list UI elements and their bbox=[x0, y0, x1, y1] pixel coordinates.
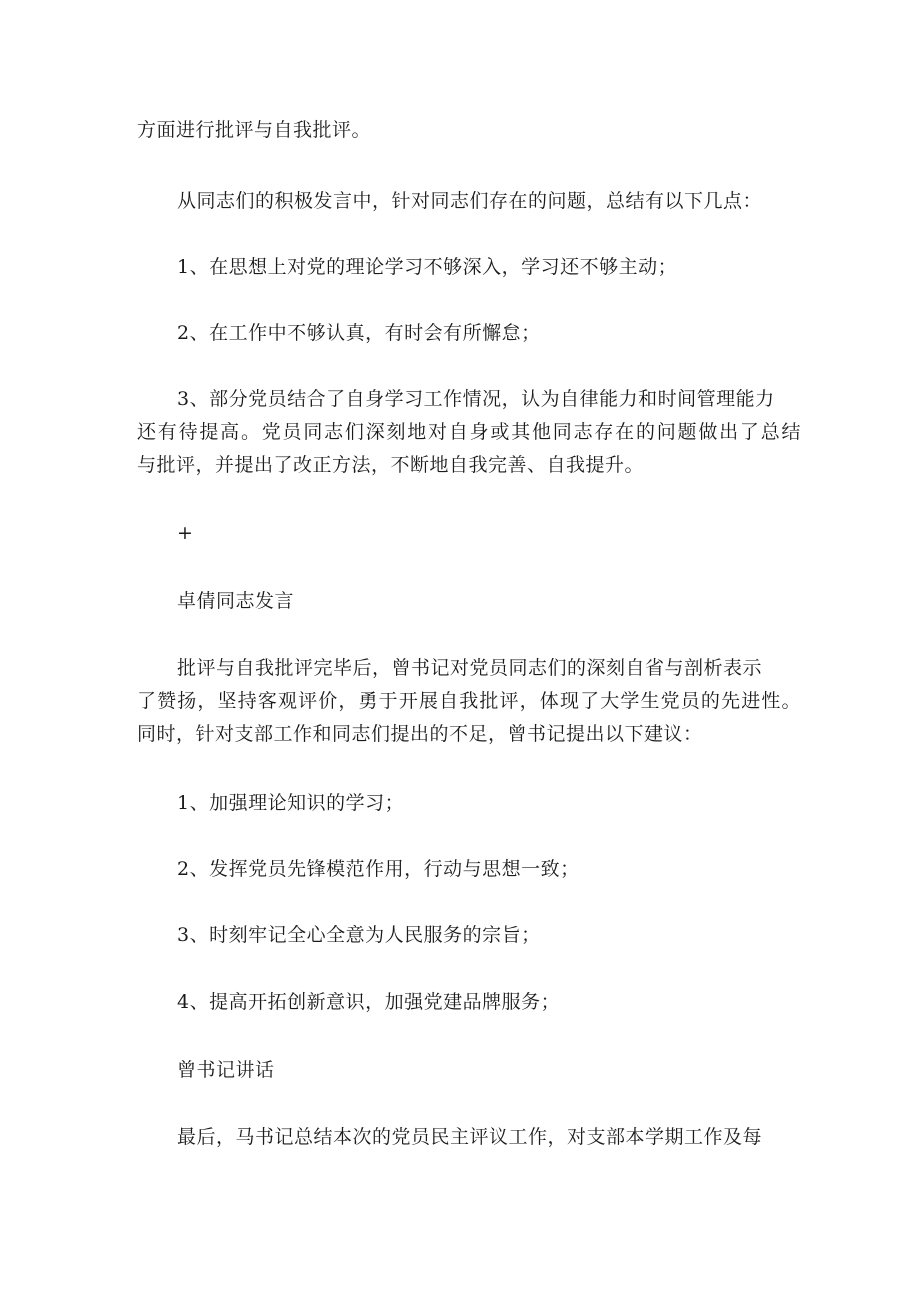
suggestion-item-3: 3、时刻牢记全心全意为人民服务的宗旨； bbox=[177, 924, 541, 946]
image-caption-secretary-speech: 曾书记讲话 bbox=[177, 1059, 275, 1081]
summary-item-3-line-2: 还有待提高。党员同志们深刻地对自身或其他同志存在的问题做出了总结 bbox=[137, 421, 801, 443]
paragraph-intro-summary: 从同志们的积极发言中，针对同志们存在的问题，总结有以下几点： bbox=[177, 190, 763, 212]
paragraph-secretary-line-1: 批评与自我批评完毕后，曾书记对党员同志们的深刻自省与剖析表示 bbox=[177, 657, 763, 679]
summary-item-3-line-1: 3、部分党员结合了自身学习工作情况，认为自律能力和时间管理能力 bbox=[177, 388, 775, 410]
paragraph-secretary-line-3: 同时，针对支部工作和同志们提出的不足，曾书记提出以下建议： bbox=[137, 723, 703, 745]
summary-item-3-line-3: 与批评，并提出了改正方法，不断地自我完善、自我提升。 bbox=[137, 454, 645, 476]
paragraph-continuation: 方面进行批评与自我批评。 bbox=[137, 119, 372, 141]
paragraph-secretary-line-2: 了赞扬，坚持客观评价，勇于开展自我批评，体现了大学生党员的先进性。 bbox=[137, 690, 801, 712]
image-caption-zhuoqian: 卓倩同志发言 bbox=[177, 590, 295, 612]
paragraph-closing-line-1: 最后，马书记总结本次的党员民主评议工作，对支部本学期工作及每 bbox=[177, 1126, 763, 1148]
suggestion-item-2: 2、发挥党员先锋模范作用，行动与思想一致； bbox=[177, 858, 580, 880]
summary-item-2: 2、在工作中不够认真，有时会有所懈怠； bbox=[177, 322, 541, 344]
suggestion-item-4: 4、提高开拓创新意识，加强党建品牌服务； bbox=[177, 991, 561, 1013]
suggestion-item-1: 1、加强理论知识的学习； bbox=[177, 792, 405, 814]
summary-item-1: 1、在思想上对党的理论学习不够深入，学习还不够主动； bbox=[177, 256, 678, 278]
image-placeholder-plus: + bbox=[177, 522, 194, 544]
